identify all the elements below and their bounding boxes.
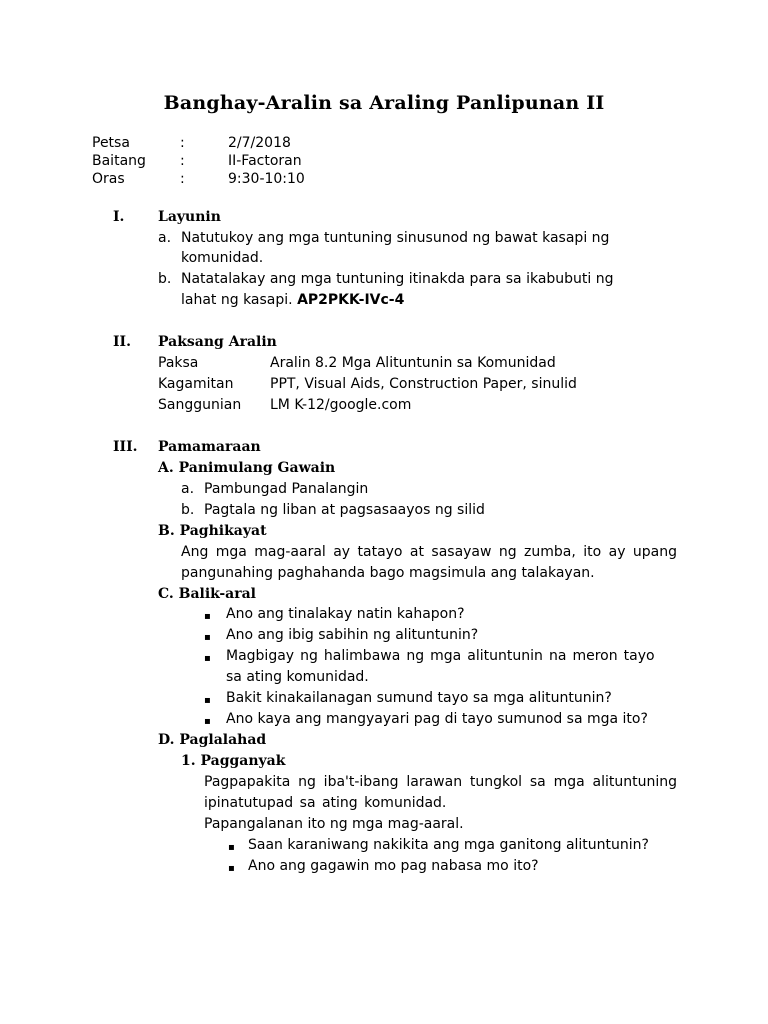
section-numeral: III. <box>113 439 138 455</box>
meta-value: II-Factoran <box>228 153 302 169</box>
bullet-icon: ▪ <box>204 632 211 643</box>
paragraph: Pagpapakita ng iba't-ibang larawan tungkol sa mga alituntuning ipinatutupad sa ating komunidad. <box>204 774 677 811</box>
list-marker: a. <box>158 230 172 246</box>
section-title: Pamamaraan <box>158 439 261 455</box>
bullet-icon: ▪ <box>204 611 211 622</box>
meta-label: Oras <box>92 171 125 187</box>
meta-label: Petsa <box>92 135 130 151</box>
list-item-text: lahat ng kasapi. <box>181 292 293 308</box>
section-numeral: II. <box>113 334 131 350</box>
list-item-text: Saan karaniwang nakikita ang mga ganitong alituntunin? <box>248 837 649 853</box>
subsection-title-c: C. Balik-aral <box>158 586 256 602</box>
document-title: Banghay-Aralin sa Araling Panlipunan II <box>163 92 605 114</box>
list-item-text: Ano ang ibig sabihin ng alituntunin? <box>226 627 479 643</box>
section-numeral: I. <box>113 209 125 225</box>
list-item-line <box>181 290 404 311</box>
list-marker: a. <box>181 481 195 497</box>
list-item-text: Pambungad Panalangin <box>204 481 369 497</box>
paragraph: Ang mga mag-aaral ay tatayo at sasayaw ng zumba, ito ay upang pangunahing paghahanda bago magsimula ang talakayan. <box>181 544 677 581</box>
list-item-text: Pagtala ng liban at pagsasaayos ng silid <box>204 502 485 518</box>
meta-value: 2/7/2018 <box>228 135 291 151</box>
list-item-text: Natatalakay ang mga tuntuning itinakda para sa ikabubuti ng <box>181 271 614 287</box>
materials-label: Kagamitan <box>158 376 234 392</box>
meta-row-oras <box>0 169 768 190</box>
subsection-title-b: B. Paghikayat <box>158 523 267 539</box>
sub-subsection-title: 1. Pagganyak <box>181 753 286 769</box>
meta-colon: : <box>180 153 185 169</box>
list-marker: b. <box>181 502 195 518</box>
list-item-text: sa ating komunidad. <box>226 669 369 685</box>
meta-colon: : <box>180 135 185 151</box>
bullet-icon: ▪ <box>228 842 235 853</box>
bullet-icon: ▪ <box>204 695 211 706</box>
list-item-text: komunidad. <box>181 250 264 266</box>
paragraph: Papangalanan ito ng mga mag-aaral. <box>204 816 464 832</box>
subsection-title-d: D. Paglalahad <box>158 732 267 748</box>
bullet-icon: ▪ <box>204 716 211 727</box>
reference-label: Sanggunian <box>158 397 242 413</box>
bullet-icon: ▪ <box>228 863 235 874</box>
list-item-text: Magbigay ng halimbawa ng mga alituntunin na meron tayo <box>226 648 655 664</box>
list-marker: b. <box>158 271 172 287</box>
list-item-text: Ano ang gagawin mo pag nabasa mo ito? <box>248 858 539 874</box>
section-title: Layunin <box>158 209 221 225</box>
list-item-text: Ano ang tinalakay natin kahapon? <box>226 606 465 622</box>
list-item-text: Bakit kinakailanagan sumund tayo sa mga alituntunin? <box>226 690 612 706</box>
materials-value: PPT, Visual Aids, Construction Paper, sinulid <box>270 376 577 392</box>
subsection-title-a: A. Panimulang Gawain <box>158 460 336 476</box>
topic-label: Paksa <box>158 355 199 371</box>
bullet-icon: ▪ <box>204 653 211 664</box>
reference-value: LM K-12/google.com <box>270 397 412 413</box>
section-title: Paksang Aralin <box>158 334 277 350</box>
meta-label: Baitang <box>92 153 146 169</box>
meta-colon: : <box>180 171 185 187</box>
meta-value: 9:30-10:10 <box>228 171 305 187</box>
competency-code: AP2PKK-IVc-4 <box>297 292 405 308</box>
topic-value: Aralin 8.2 Mga Alituntunin sa Komunidad <box>270 355 556 371</box>
list-item-text: Natutukoy ang mga tuntuning sinusunod ng bawat kasapi ng <box>181 230 610 246</box>
list-item-text: Ano kaya ang mangyayari pag di tayo sumunod sa mga ito? <box>226 711 648 727</box>
